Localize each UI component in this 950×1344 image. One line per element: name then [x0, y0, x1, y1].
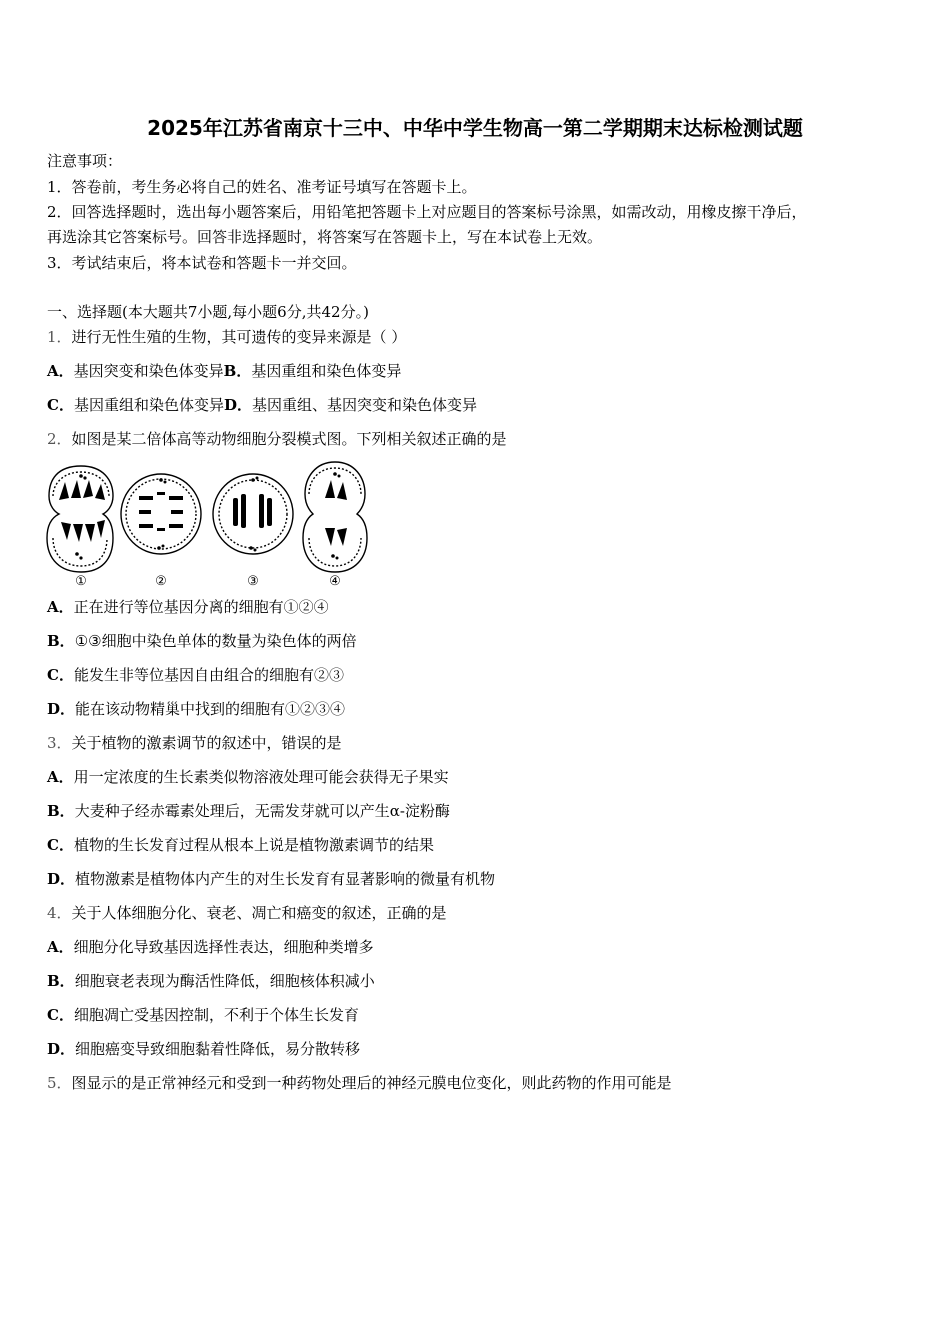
- question-5-stem: [47, 1074, 672, 1092]
- option-text: 正在进行等位基因分离的细胞有①②④: [73, 598, 329, 616]
- option-text: 用一定浓度的生长素类似物溶液处理可能会获得无子果实: [73, 768, 449, 786]
- option-letter: D．: [47, 700, 76, 718]
- notice-heading: 注意事项：: [47, 152, 123, 170]
- option-letter: A．: [47, 768, 74, 786]
- question-number: 2．: [47, 430, 72, 448]
- option-letter: B．: [47, 632, 75, 650]
- option-letter: C．: [47, 1006, 74, 1024]
- option: [47, 938, 374, 956]
- notice-item: 2．回答选择题时，选出每小题答案后，用铅笔把答题卡上对应题目的答案标号涂黑，如需改动，用橡皮擦干净后，: [47, 203, 807, 221]
- option-text: 细胞凋亡受基因控制，不利于个体生长发育: [73, 1006, 359, 1024]
- option-letter: D．: [47, 870, 76, 888]
- option-text: 大麦种子经赤霉素处理后，无需发芽就可以产生α-淀粉酶: [74, 802, 450, 820]
- exam-title: 2025年江苏省南京十三中、中华中学生物高一第二学期期末达标检测试题: [147, 116, 803, 140]
- question-1-options-row: [47, 396, 477, 414]
- figure-label-3: ③: [247, 574, 259, 588]
- cell-1-membrane: [47, 466, 113, 572]
- option: [47, 768, 449, 786]
- option-text: 基因重组和染色体变异: [251, 362, 402, 380]
- option-letter: C．: [47, 666, 74, 684]
- question-text: 关于人体细胞分化、衰老、凋亡和癌变的叙述，正确的是: [71, 904, 447, 922]
- option-letter: A．: [47, 598, 74, 616]
- option-letter: A．: [47, 362, 74, 380]
- option-text: 基因重组和染色体变异: [73, 396, 224, 414]
- option-text: 基因突变和染色体变异: [73, 362, 224, 380]
- option-letter: B．: [223, 362, 252, 380]
- option: [47, 700, 345, 718]
- notice-item: 3．考试结束后，将本试卷和答题卡一并交回。: [47, 254, 357, 272]
- option-letter: C．: [47, 836, 74, 854]
- option: [47, 836, 434, 854]
- option: [47, 666, 344, 684]
- option-letter: D．: [223, 396, 252, 414]
- notice-item: 再选涂其它答案标号。回答非选择题时，将答案写在答题卡上，写在本试卷上无效。: [47, 228, 603, 246]
- cell-division-diagram: [45, 458, 375, 588]
- option-text: 能在该动物精巢中找到的细胞有①②③④: [75, 700, 346, 718]
- option: [47, 972, 375, 990]
- cell-3-membrane: [213, 474, 293, 554]
- question-1-stem: [47, 328, 406, 346]
- question-number: 3．: [47, 734, 72, 752]
- question-3-stem: [47, 734, 342, 752]
- option: [47, 802, 450, 820]
- cell-division-figure: [45, 458, 375, 588]
- figure-label-1: ①: [75, 574, 87, 588]
- question-text: 关于植物的激素调节的叙述中，错误的是: [71, 734, 342, 752]
- question-number: 4．: [47, 904, 72, 922]
- question-number: 5．: [47, 1074, 72, 1092]
- cell-2-membrane: [121, 474, 201, 554]
- question-number: 1．: [47, 328, 72, 346]
- option-text: 能发生非等位基因自由组合的细胞有②③: [73, 666, 344, 684]
- option-text: 植物激素是植物体内产生的对生长发育有显著影响的微量有机物: [75, 870, 496, 888]
- option: [47, 1006, 359, 1024]
- option: [47, 632, 357, 650]
- option-text: 植物的生长发育过程从根本上说是植物激素调节的结果: [73, 836, 434, 854]
- figure-label-4: ④: [329, 574, 341, 588]
- question-4-stem: [47, 904, 447, 922]
- question-text: 如图是某二倍体高等动物细胞分裂模式图。下列相关叙述正确的是: [71, 430, 507, 448]
- question-1-options-row: [47, 362, 401, 380]
- option-letter: B．: [47, 972, 75, 990]
- option-letter: D．: [47, 1040, 76, 1058]
- cell-4-membrane: [303, 462, 367, 572]
- option: [47, 870, 495, 888]
- option-text: 细胞分化导致基因选择性表达，细胞种类增多: [73, 938, 374, 956]
- notice-item: 1．答卷前，考生务必将自己的姓名、准考证号填写在答题卡上。: [47, 178, 477, 196]
- option-text: 细胞癌变导致细胞黏着性降低，易分散转移: [75, 1040, 361, 1058]
- question-2-stem: [47, 430, 507, 448]
- option-letter: B．: [47, 802, 75, 820]
- option: [47, 598, 329, 616]
- option: [47, 1040, 360, 1058]
- section-heading: 一、选择题(本大题共7小题,每小题6分,共42分。): [47, 303, 369, 321]
- option-letter: C．: [47, 396, 74, 414]
- option-text: ①③细胞中染色单体的数量为染色体的两倍: [74, 632, 357, 650]
- question-text: 进行无性生殖的生物，其可遗传的变异来源是（ ）: [71, 328, 407, 346]
- figure-label-2: ②: [155, 574, 167, 588]
- option-text: 基因重组、基因突变和染色体变异: [251, 396, 477, 414]
- question-text: 图显示的是正常神经元和受到一种药物处理后的神经元膜电位变化，则此药物的作用可能是: [71, 1074, 672, 1092]
- option-letter: A．: [47, 938, 74, 956]
- option-text: 细胞衰老表现为酶活性降低，细胞核体积减小: [74, 972, 375, 990]
